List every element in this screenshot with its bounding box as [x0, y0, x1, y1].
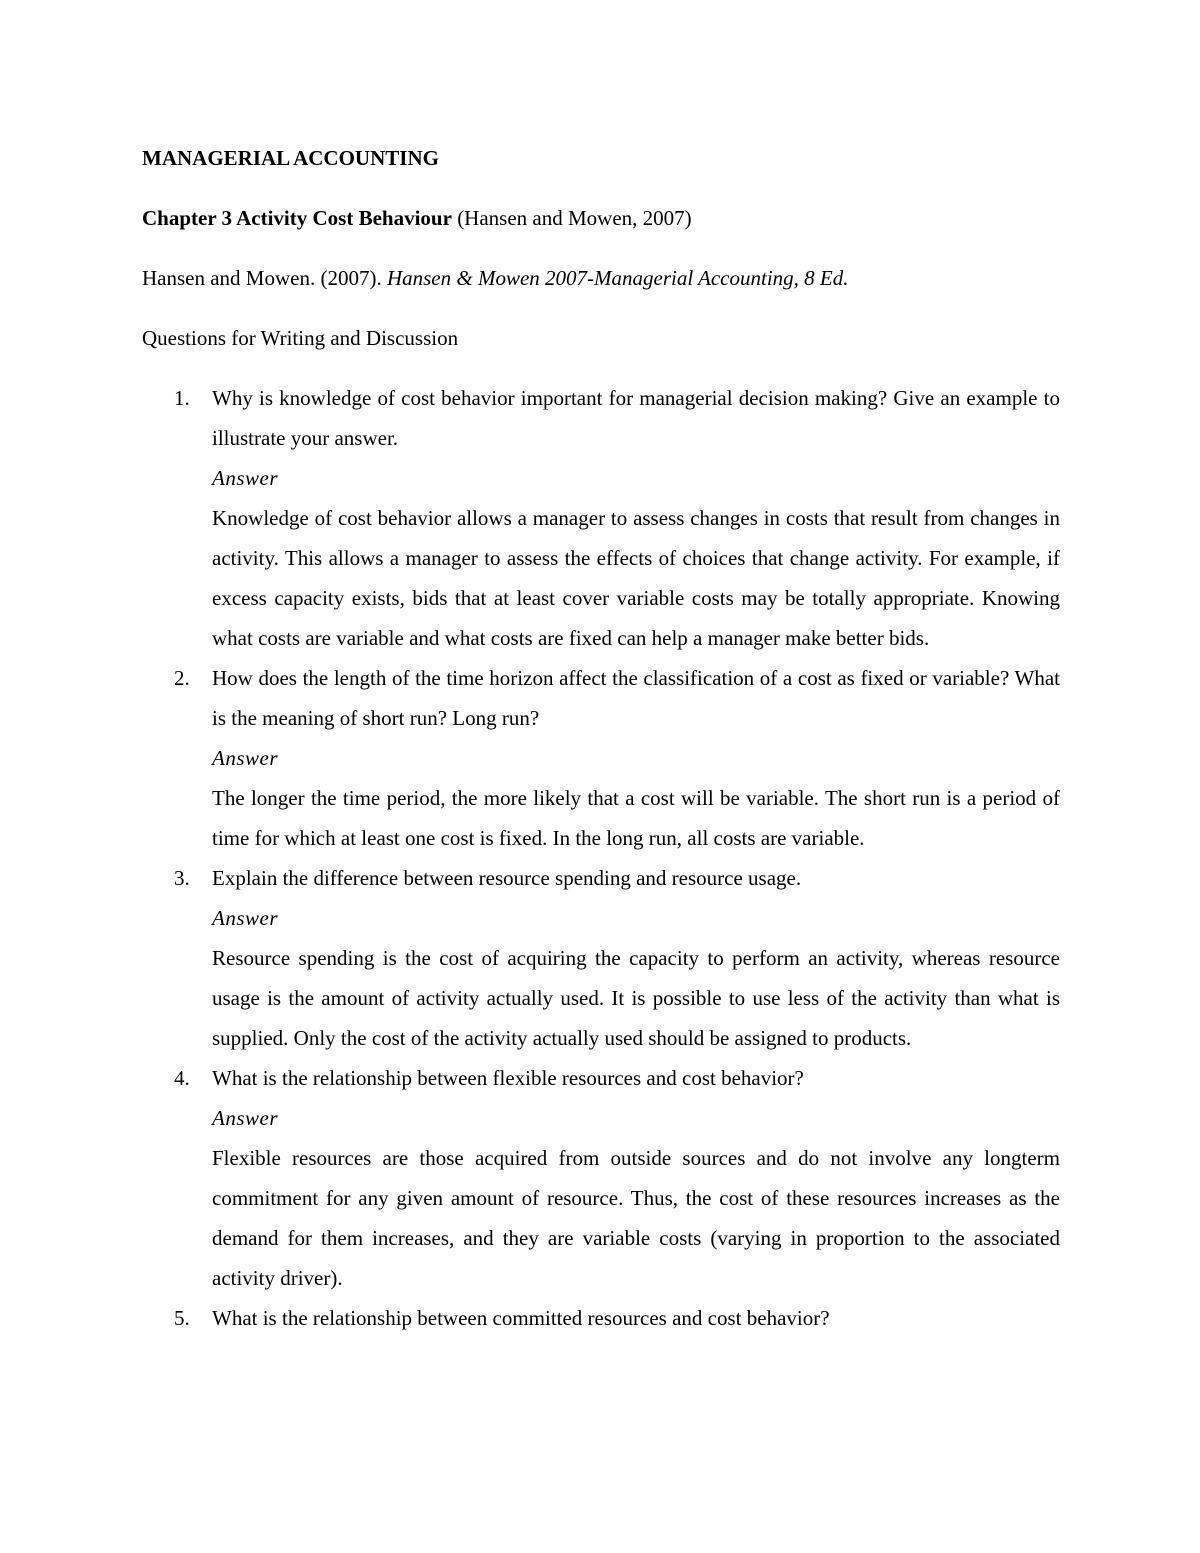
answer-label: Answer [212, 466, 278, 490]
question-number: 2. [174, 666, 190, 690]
answer-label: Answer [212, 906, 278, 930]
question-item [142, 658, 1060, 858]
question-item [142, 858, 1060, 1058]
answer-text: Flexible resources are those acquired from outside sources and do not involve any longterm commitment for any given amount of resource. Thus, the cost of these resources increases as the demand for them increases, and they are variable costs (varying in proportion to the associated activity driver). [212, 1146, 1060, 1290]
reference-authors: Hansen and Mowen. (2007). [142, 266, 387, 290]
question-text: Explain the difference between resource spending and resource usage. [212, 866, 802, 890]
question-text: Why is knowledge of cost behavior important for managerial decision making? Give an example to illustrate your answer. [212, 386, 1060, 450]
document-title: MANAGERIAL ACCOUNTING [142, 146, 439, 170]
answer-label: Answer [212, 746, 278, 770]
answer-label: Answer [212, 1106, 278, 1130]
section-heading: Questions for Writing and Discussion [142, 326, 459, 350]
reference-work: Hansen & Mowen 2007-Managerial Accounting, 8 Ed. [386, 266, 849, 290]
question-text: How does the length of the time horizon affect the classification of a cost as fixed or variable? What is the meaning of short run? Long run? [212, 666, 1060, 730]
chapter-label: Chapter 3 Activity Cost Behaviour [142, 206, 452, 230]
question-number: 3. [174, 866, 190, 890]
question-number: 5. [174, 1306, 190, 1330]
reference-line [142, 258, 1060, 298]
question-item [142, 1058, 1060, 1298]
question-list [142, 378, 1060, 1338]
answer-text: Resource spending is the cost of acquiring the capacity to perform an activity, whereas resource usage is the amount of activity actually used. It is possible to use less of the activity than what is supplied. Only the cost of the activity actually used should be assigned to products. [212, 946, 1060, 1050]
question-number: 1. [174, 386, 190, 410]
answer-text: Knowledge of cost behavior allows a manager to assess changes in costs that result from changes in activity. This allows a manager to assess the effects of choices that change activity. For example, if excess capacity exists, bids that at least cover variable costs may be totally appropriate. Knowing what costs are variable and what costs are fixed can help a manager make better bids. [212, 506, 1060, 650]
chapter-citation: (Hansen and Mowen, 2007) [451, 206, 692, 230]
question-item [142, 1298, 1060, 1338]
question-text: What is the relationship between flexible resources and cost behavior? [212, 1066, 804, 1090]
chapter-heading [142, 198, 1060, 238]
question-number: 4. [174, 1066, 190, 1090]
page-content [142, 138, 1060, 1338]
answer-text: The longer the time period, the more likely that a cost will be variable. The short run is a period of time for which at least one cost is fixed. In the long run, all costs are variable. [212, 786, 1060, 850]
question-item [142, 378, 1060, 658]
question-text: What is the relationship between committed resources and cost behavior? [212, 1306, 830, 1330]
